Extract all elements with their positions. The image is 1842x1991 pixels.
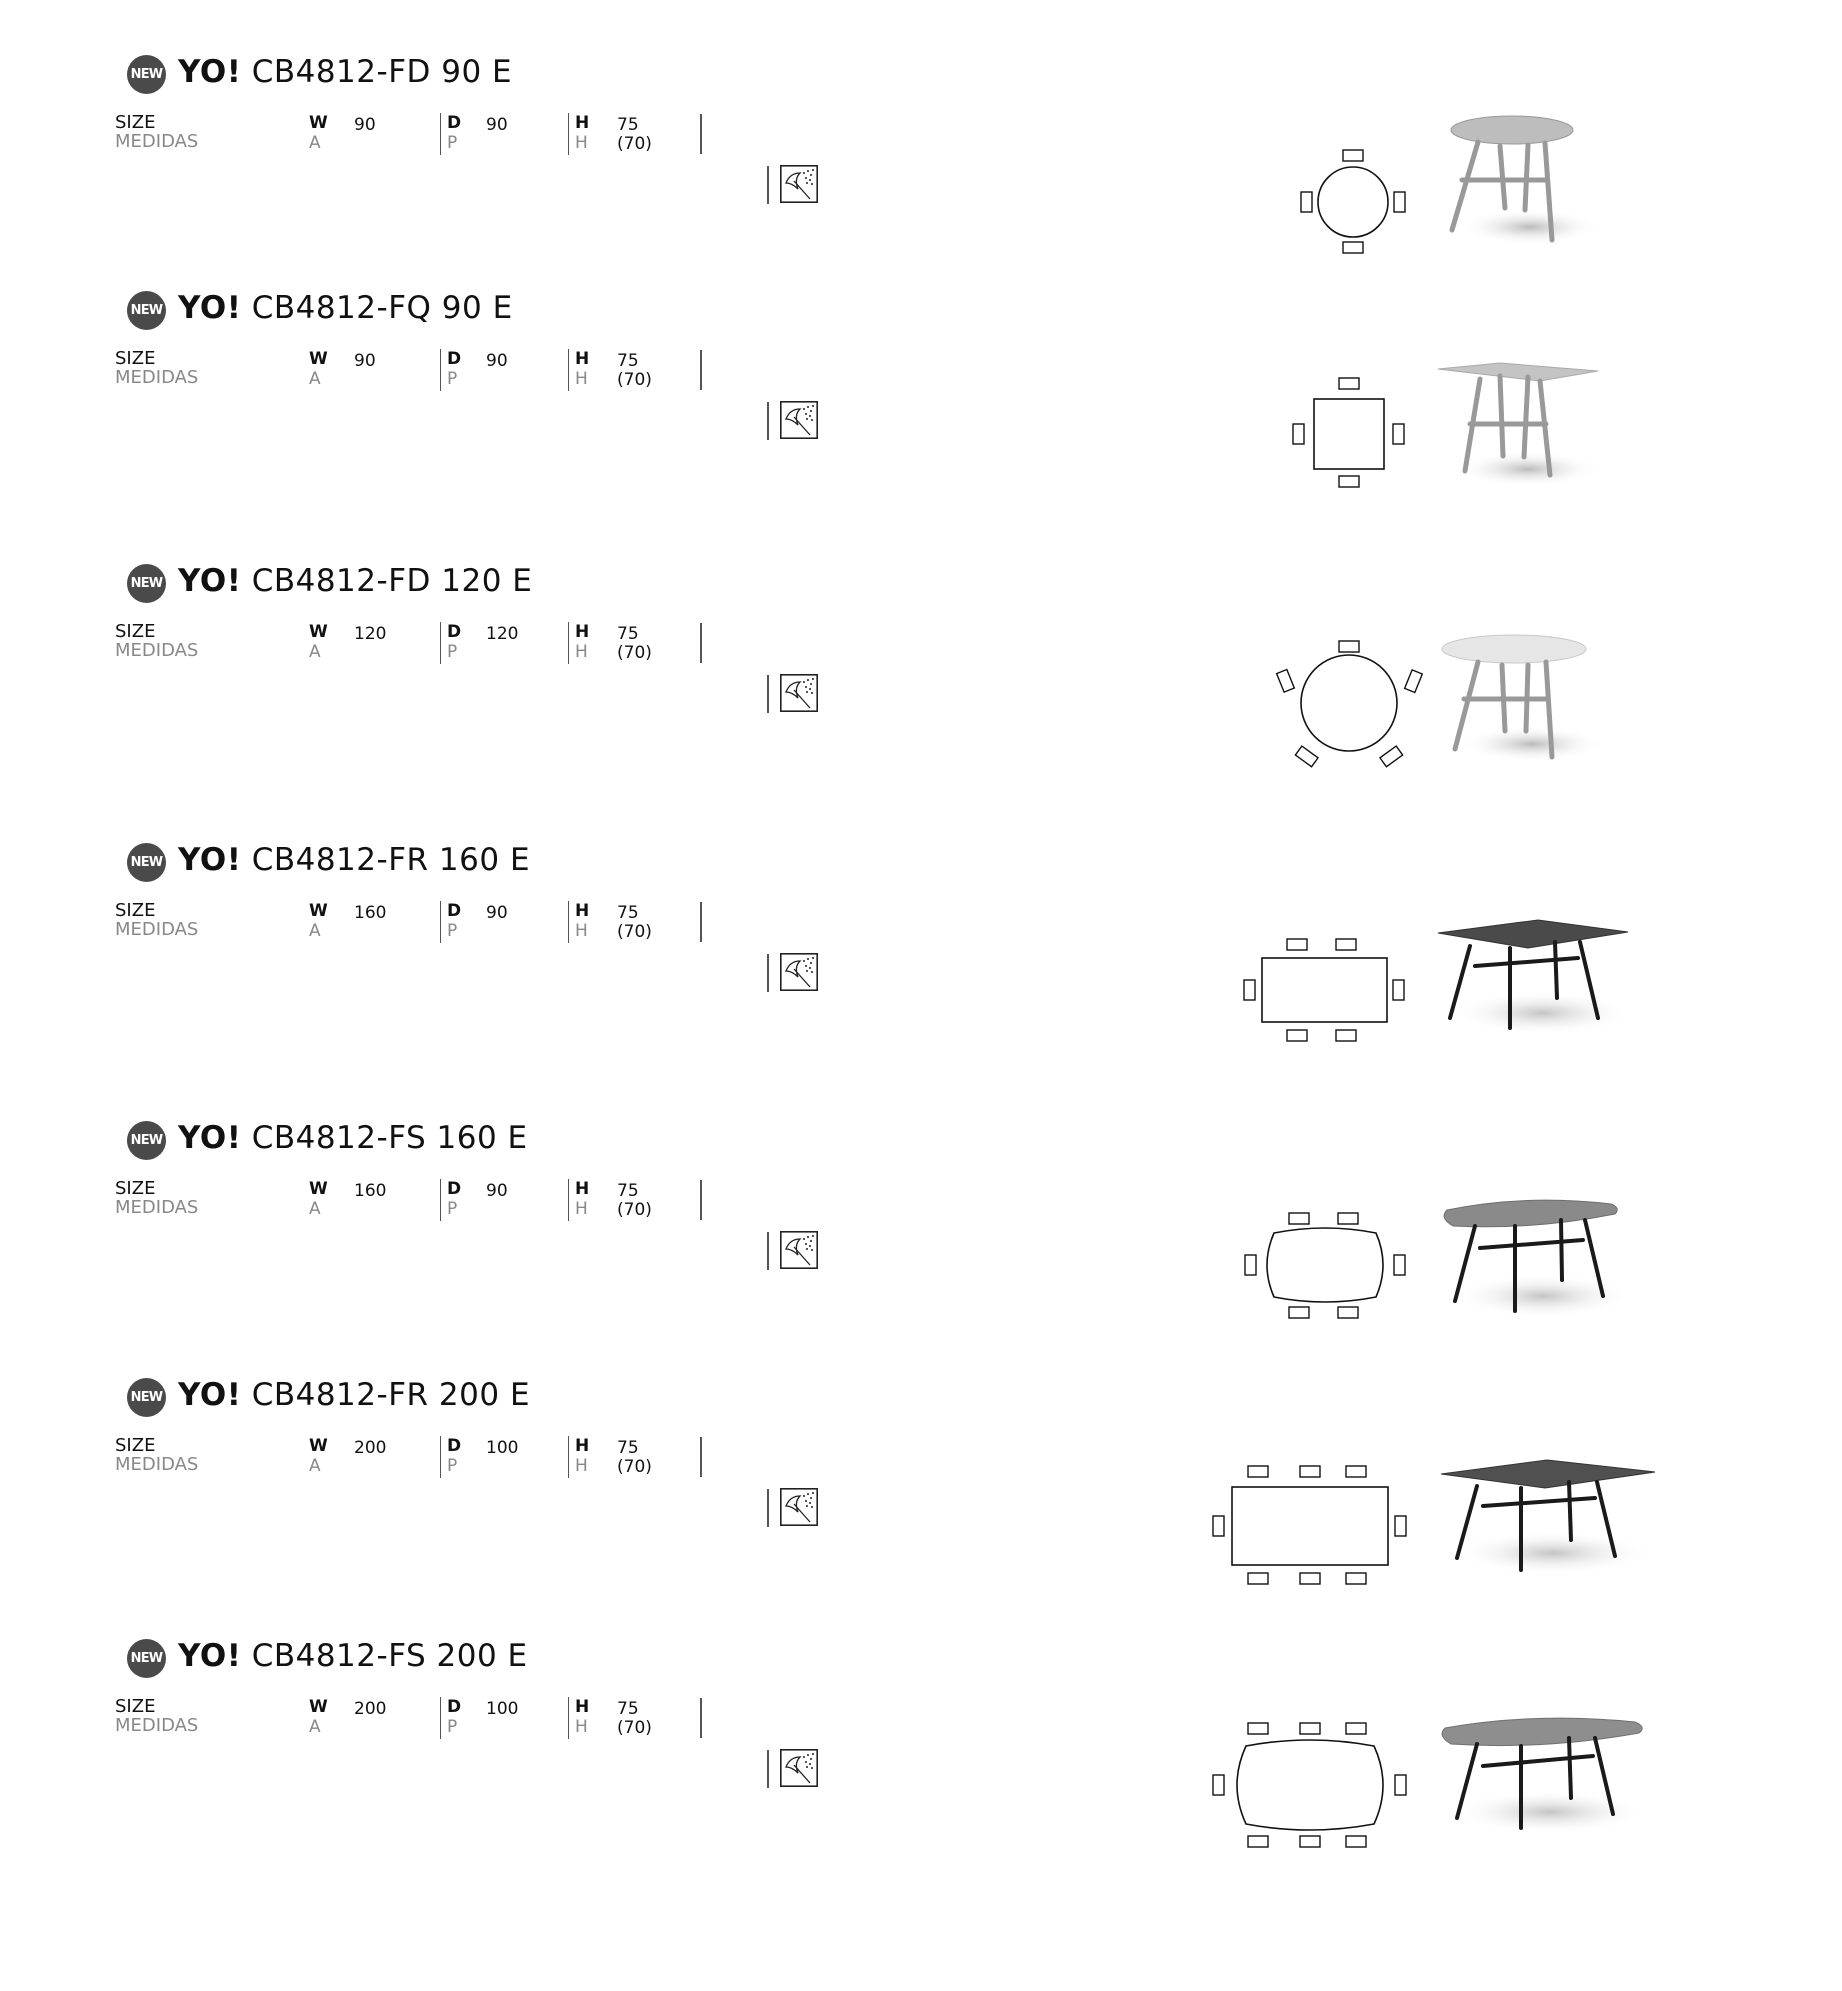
product-code: CB4812-FR 160 E bbox=[251, 842, 531, 878]
height-value: 75 bbox=[617, 903, 639, 923]
width-value: 90 bbox=[354, 115, 376, 135]
height-value-alt: (70) bbox=[617, 1718, 652, 1738]
table-photo bbox=[1435, 1458, 1665, 1583]
new-badge: NEW bbox=[127, 291, 166, 330]
new-badge: NEW bbox=[127, 1639, 166, 1678]
depth-label: D P bbox=[440, 1436, 461, 1478]
divider bbox=[700, 114, 702, 154]
width-label: W A bbox=[309, 901, 328, 941]
height-label: H H bbox=[568, 622, 589, 664]
new-badge: NEW bbox=[127, 1121, 166, 1160]
table-photo bbox=[1435, 1196, 1635, 1326]
height-value-alt: (70) bbox=[617, 1200, 652, 1220]
width-value: 90 bbox=[354, 351, 376, 371]
product-block bbox=[0, 788, 1842, 1018]
divider bbox=[700, 1437, 702, 1477]
size-label-es: MEDIDAS bbox=[115, 1454, 199, 1475]
depth-value: 90 bbox=[486, 115, 508, 135]
product-code: CB4812-FS 200 E bbox=[251, 1638, 528, 1674]
new-badge: NEW bbox=[127, 55, 166, 94]
depth-value: 100 bbox=[486, 1438, 519, 1458]
height-value-alt: (70) bbox=[617, 643, 652, 663]
umbrella-rain-icon bbox=[780, 674, 818, 712]
depth-label: D P bbox=[440, 349, 461, 391]
table-photo bbox=[1430, 918, 1640, 1048]
product-block bbox=[0, 0, 1842, 230]
height-label: H H bbox=[568, 113, 589, 155]
size-label-es: MEDIDAS bbox=[115, 1715, 199, 1736]
depth-label: D P bbox=[440, 901, 461, 943]
width-label: W A bbox=[309, 113, 328, 153]
height-label: H H bbox=[568, 1697, 589, 1739]
height-value-alt: (70) bbox=[617, 922, 652, 942]
depth-label: D P bbox=[440, 113, 461, 155]
size-label: SIZE bbox=[115, 900, 156, 921]
width-value: 200 bbox=[354, 1699, 387, 1719]
height-label: H H bbox=[568, 1179, 589, 1221]
size-label: SIZE bbox=[115, 1696, 156, 1717]
product-code: CB4812-FS 160 E bbox=[251, 1120, 528, 1156]
width-label: W A bbox=[309, 1697, 328, 1737]
width-label: W A bbox=[309, 622, 328, 662]
height-label: H H bbox=[568, 1436, 589, 1478]
width-label: W A bbox=[309, 1436, 328, 1476]
divider bbox=[700, 623, 702, 663]
size-label-es: MEDIDAS bbox=[115, 1197, 199, 1218]
product-title: YO! CB4812-FQ 90 E bbox=[178, 290, 513, 326]
product-title: YO! CB4812-FR 160 E bbox=[178, 842, 531, 878]
width-label: W A bbox=[309, 1179, 328, 1219]
width-value: 160 bbox=[354, 1181, 387, 1201]
product-title: YO! CB4812-FR 200 E bbox=[178, 1377, 531, 1413]
product-block bbox=[0, 236, 1842, 466]
table-plan-square bbox=[1285, 376, 1425, 491]
umbrella-rain-icon bbox=[780, 1231, 818, 1269]
size-label: SIZE bbox=[115, 1435, 156, 1456]
product-code: CB4812-FQ 90 E bbox=[251, 290, 513, 326]
umbrella-rain-icon bbox=[780, 953, 818, 991]
table-plan-rectangle-6 bbox=[1240, 936, 1415, 1046]
depth-label: D P bbox=[440, 1179, 461, 1221]
table-plan-barrel-6 bbox=[1240, 1211, 1415, 1321]
umbrella-rain-icon bbox=[780, 1749, 818, 1787]
new-badge: NEW bbox=[127, 843, 166, 882]
product-title: YO! CB4812-FS 200 E bbox=[178, 1638, 528, 1674]
table-plan-rectangle-8 bbox=[1208, 1461, 1418, 1586]
depth-value: 90 bbox=[486, 1181, 508, 1201]
height-value-alt: (70) bbox=[617, 370, 652, 390]
divider bbox=[700, 902, 702, 942]
divider bbox=[700, 1180, 702, 1220]
size-label: SIZE bbox=[115, 348, 156, 369]
table-photo bbox=[1430, 361, 1610, 496]
size-label: SIZE bbox=[115, 621, 156, 642]
product-code: CB4812-FD 90 E bbox=[251, 54, 513, 90]
product-code: CB4812-FD 120 E bbox=[251, 563, 533, 599]
product-code: CB4812-FR 200 E bbox=[251, 1377, 531, 1413]
height-value: 75 bbox=[617, 1438, 639, 1458]
height-value: 75 bbox=[617, 115, 639, 135]
product-title: YO! CB4812-FS 160 E bbox=[178, 1120, 528, 1156]
width-value: 200 bbox=[354, 1438, 387, 1458]
height-value: 75 bbox=[617, 1181, 639, 1201]
divider bbox=[767, 675, 769, 713]
divider bbox=[767, 1750, 769, 1788]
height-value-alt: (70) bbox=[617, 1457, 652, 1477]
product-block bbox=[0, 1584, 1842, 1814]
size-label-es: MEDIDAS bbox=[115, 640, 199, 661]
divider bbox=[700, 350, 702, 390]
size-label-es: MEDIDAS bbox=[115, 919, 199, 940]
divider bbox=[767, 166, 769, 204]
height-value: 75 bbox=[617, 1699, 639, 1719]
umbrella-rain-icon bbox=[780, 165, 818, 203]
new-badge: NEW bbox=[127, 1378, 166, 1417]
table-photo bbox=[1430, 629, 1610, 774]
height-label: H H bbox=[568, 349, 589, 391]
depth-label: D P bbox=[440, 1697, 461, 1739]
height-value: 75 bbox=[617, 624, 639, 644]
height-value-alt: (70) bbox=[617, 134, 652, 154]
divider bbox=[767, 402, 769, 440]
new-badge: NEW bbox=[127, 564, 166, 603]
height-label: H H bbox=[568, 901, 589, 943]
size-label-es: MEDIDAS bbox=[115, 367, 199, 388]
table-plan-barrel-8 bbox=[1208, 1720, 1418, 1848]
product-block bbox=[0, 1323, 1842, 1553]
product-block bbox=[0, 1066, 1842, 1296]
divider bbox=[700, 1698, 702, 1738]
table-plan-round-5 bbox=[1275, 639, 1425, 774]
depth-label: D P bbox=[440, 622, 461, 664]
width-value: 160 bbox=[354, 903, 387, 923]
product-block bbox=[0, 509, 1842, 739]
height-value: 75 bbox=[617, 351, 639, 371]
table-photo bbox=[1435, 1714, 1655, 1844]
width-label: W A bbox=[309, 349, 328, 389]
umbrella-rain-icon bbox=[780, 1488, 818, 1526]
size-label: SIZE bbox=[115, 112, 156, 133]
umbrella-rain-icon bbox=[780, 401, 818, 439]
depth-value: 90 bbox=[486, 903, 508, 923]
depth-value: 100 bbox=[486, 1699, 519, 1719]
width-value: 120 bbox=[354, 624, 387, 644]
depth-value: 120 bbox=[486, 624, 519, 644]
size-label: SIZE bbox=[115, 1178, 156, 1199]
depth-value: 90 bbox=[486, 351, 508, 371]
divider bbox=[767, 954, 769, 992]
divider bbox=[767, 1232, 769, 1270]
size-label-es: MEDIDAS bbox=[115, 131, 199, 152]
product-title: YO! CB4812-FD 90 E bbox=[178, 54, 513, 90]
divider bbox=[767, 1489, 769, 1527]
product-title: YO! CB4812-FD 120 E bbox=[178, 563, 533, 599]
